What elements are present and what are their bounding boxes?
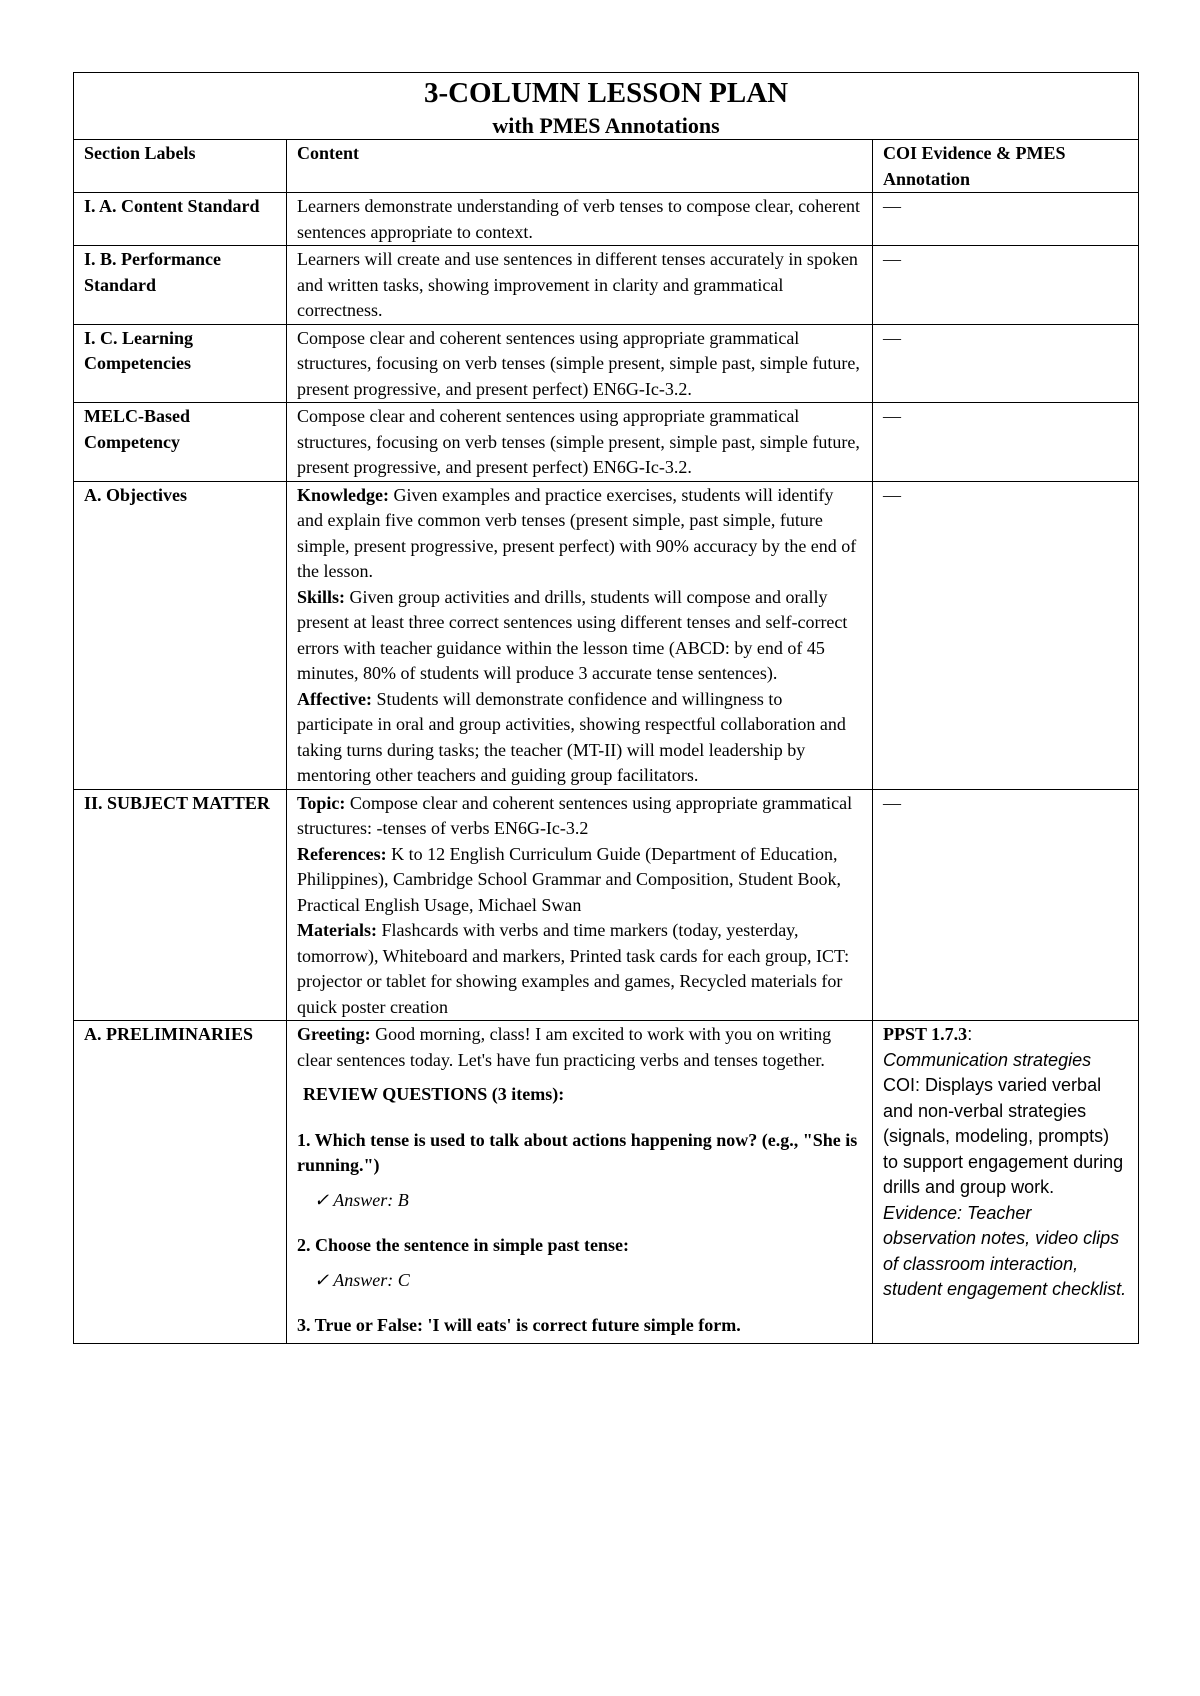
- coi-subject-matter: —: [873, 789, 1139, 1021]
- page-subtitle: with PMES Annotations: [492, 113, 720, 138]
- affective-label: Affective:: [297, 688, 372, 709]
- text-content-standard: Learners demonstrate understanding of verb tenses to compose clear, coherent sentences appropriate to context.: [287, 193, 873, 246]
- greeting: [297, 1022, 862, 1073]
- header-coi-evidence: COI Evidence & PMES Annotation: [873, 140, 1139, 193]
- materials-label: Materials:: [297, 920, 377, 940]
- coi-content-standard: —: [873, 193, 1139, 246]
- topic-label: Topic:: [297, 792, 346, 813]
- objective-affective: [297, 687, 862, 789]
- label-objectives: A. Objectives: [74, 481, 287, 789]
- coi-melc: —: [873, 403, 1139, 482]
- references-text: K to 12 English Curriculum Guide (Department of Education, Philippines), Cambridge School Grammar and Composition, Student Book, Practical English Usage, Michael Swan: [297, 843, 841, 915]
- coi-performance-standard: —: [873, 246, 1139, 325]
- header-row: [74, 140, 1139, 193]
- materials-text: Flashcards with verbs and time markers (today, yesterday, tomorrow), Whiteboard and markers, Printed task cards for each group, ICT: projector or tablet for showing examples and games, Recycled materials for quick poster creation: [297, 920, 850, 1017]
- subject-references: [297, 842, 862, 919]
- coi-preliminaries: [873, 1021, 1139, 1344]
- coi-description: COI: Displays varied verbal and non-verbal strategies (signals, modeling, prompts) to support engagement during drills and group work.: [883, 1075, 1124, 1197]
- review-answer-2: ✓ Answer: C: [314, 1269, 410, 1290]
- lesson-plan-document: [73, 72, 1138, 1344]
- affective-text: Students will demonstrate confidence and willingness to participate in oral and group activities, showing respectful collaboration and taking turns during tasks; the teacher (MT-II) will model leadership by mentoring other teachers and guiding group facilitators.: [297, 688, 846, 785]
- review-question-3: 3. True or False: 'I will eats' is correct future simple form.: [297, 1315, 741, 1335]
- subject-topic: [297, 791, 862, 842]
- text-learning-competencies: Compose clear and coherent sentences using appropriate grammatical structures, focusing on verb tenses (simple present, simple past, simple future, present progressive, and present perfect) EN6G-Ic-3.2.: [287, 324, 873, 403]
- coi-objectives: —: [873, 481, 1139, 789]
- row-learning-competencies: [74, 324, 1139, 403]
- skills-text: Given group activities and drills, students will compose and orally present at least three correct sentences using different tenses and self-correct errors with teacher guidance within the lesson time (ABCD: by end of 45 minutes, 80% of students will produce 3 accurate tense sentences).: [297, 586, 848, 683]
- subject-materials: [297, 918, 862, 1020]
- review-question-1: 1. Which tense is used to talk about actions happening now? (e.g., "She is running."): [297, 1129, 858, 1175]
- review-answer-1: ✓ Answer: B: [314, 1189, 409, 1210]
- greeting-text: Good morning, class! I am excited to work with you on writing clear sentences today. Let's have fun practicing verbs and tenses together.: [297, 1024, 832, 1070]
- text-performance-standard: Learners will create and use sentences in different tenses accurately in spoken and written tasks, showing improvement in clarity and grammatical correctness.: [287, 246, 873, 325]
- label-subject-matter: II. SUBJECT MATTER: [74, 789, 287, 1021]
- coi-ppst-code: PPST 1.7.3: [883, 1024, 968, 1044]
- text-preliminaries: [287, 1021, 873, 1344]
- row-objectives: [74, 481, 1139, 789]
- skills-label: Skills:: [297, 586, 346, 607]
- row-subject-matter: [74, 789, 1139, 1021]
- knowledge-text: Given examples and practice exercises, students will identify and explain five common verb tenses (present simple, past simple, future simple, present progressive, present perfect) with 90% accuracy by the end of the lesson.: [297, 484, 857, 581]
- header-content: Content: [287, 140, 873, 193]
- label-melc: MELC-Based Competency: [74, 403, 287, 482]
- text-subject-matter: [287, 789, 873, 1021]
- label-performance-standard: I. B. Performance Standard: [74, 246, 287, 325]
- topic-text: Compose clear and coherent sentences using appropriate grammatical structures: -tenses of verbs EN6G-Ic-3.2: [297, 792, 853, 838]
- objective-skills: [297, 585, 862, 687]
- row-melc: [74, 403, 1139, 482]
- row-preliminaries: [74, 1021, 1139, 1344]
- header-section-labels: Section Labels: [74, 140, 287, 193]
- label-preliminaries: A. PRELIMINARIES: [74, 1021, 287, 1344]
- row-performance-standard: [74, 246, 1139, 325]
- label-learning-competencies: I. C. Learning Competencies: [74, 324, 287, 403]
- text-melc: Compose clear and coherent sentences using appropriate grammatical structures, focusing on verb tenses (simple present, simple past, simple future, present progressive, and present perfect) EN6G-Ic-3.2.: [287, 403, 873, 482]
- title-cell: [74, 73, 1139, 140]
- references-label: References:: [297, 843, 387, 864]
- review-questions-heading: REVIEW QUESTIONS (3 items):: [303, 1084, 565, 1104]
- row-content-standard: [74, 193, 1139, 246]
- text-objectives: [287, 481, 873, 789]
- label-content-standard: I. A. Content Standard: [74, 193, 287, 246]
- review-question-2: 2. Choose the sentence in simple past tense:: [297, 1235, 629, 1255]
- title-row: [74, 73, 1139, 140]
- coi-ppst-colon: :: [967, 1024, 973, 1044]
- greeting-label: Greeting:: [297, 1024, 371, 1044]
- page-title: 3-COLUMN LESSON PLAN: [423, 77, 789, 109]
- coi-learning-competencies: —: [873, 324, 1139, 403]
- coi-ppst-heading: [883, 1022, 1128, 1048]
- lesson-plan-table: [73, 72, 1139, 1344]
- coi-strategy-title: Communication strategies: [883, 1049, 1092, 1070]
- objective-knowledge: [297, 483, 862, 585]
- coi-evidence: Evidence: Teacher observation notes, video clips of classroom interaction, student engagement checklist.: [883, 1202, 1127, 1299]
- knowledge-label: Knowledge:: [297, 484, 389, 505]
